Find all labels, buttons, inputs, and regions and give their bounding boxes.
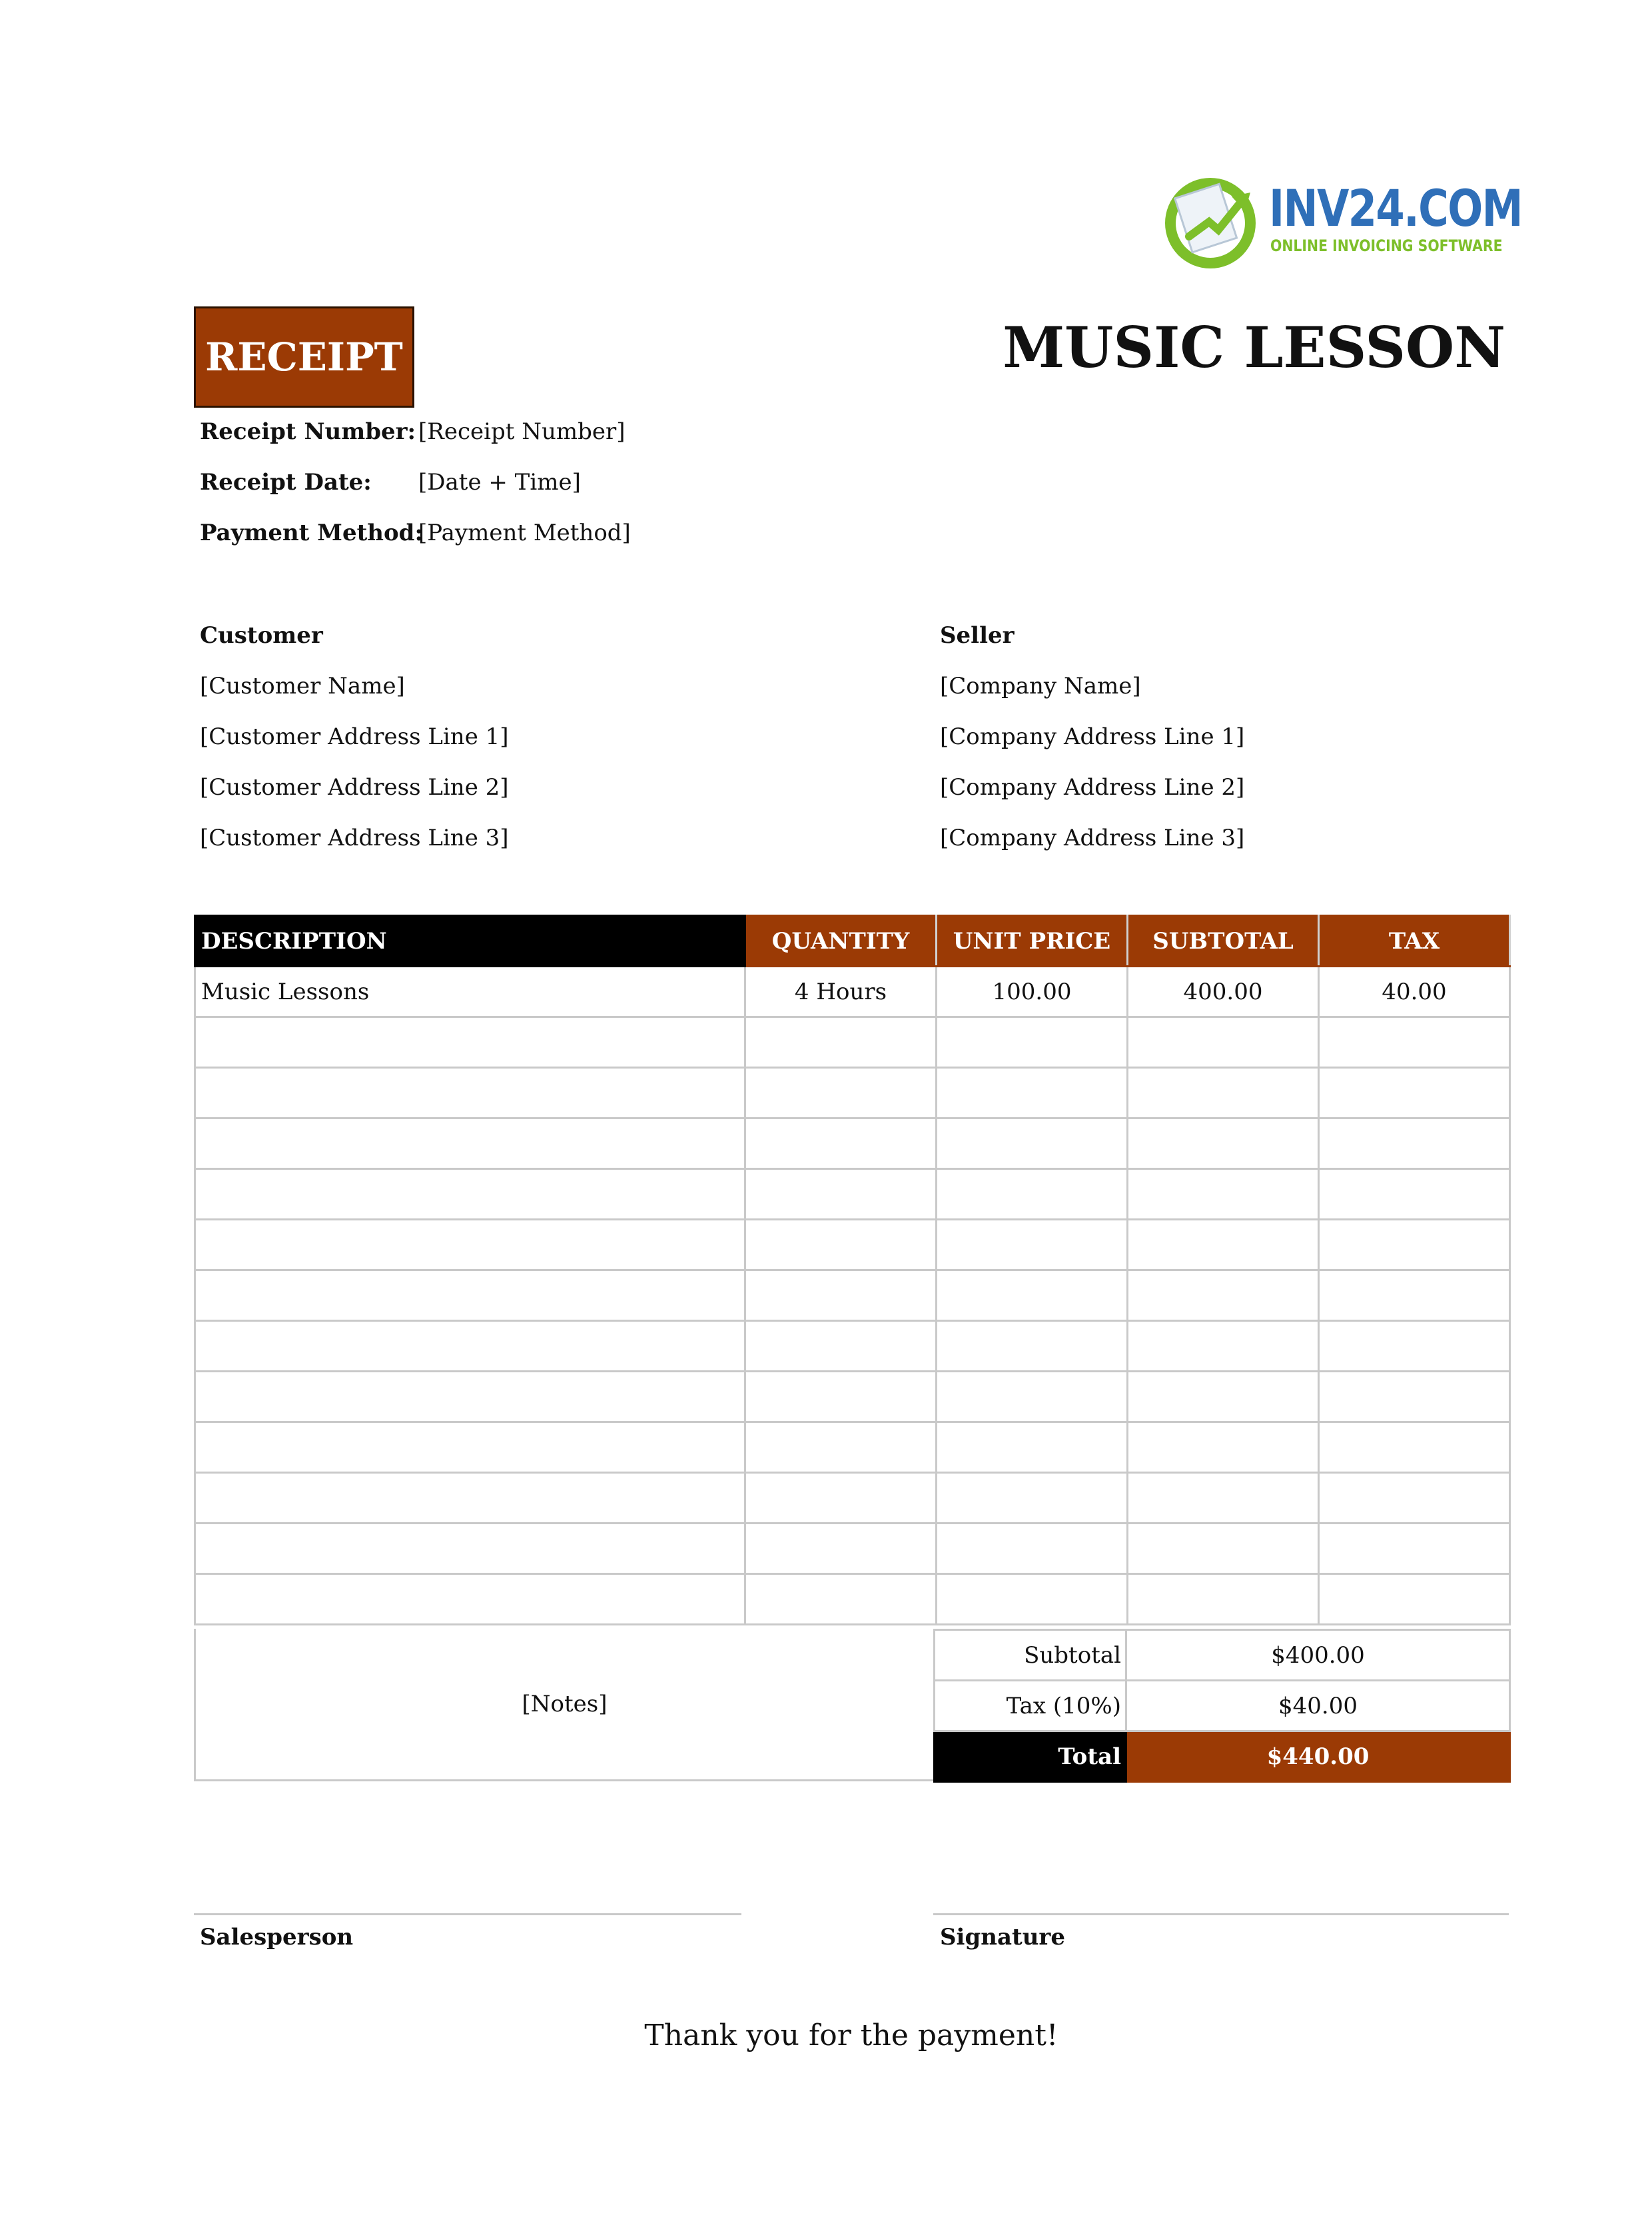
tax-row xyxy=(935,1681,1510,1731)
table-cell-empty xyxy=(195,1372,745,1422)
salesperson-line xyxy=(194,1913,741,1915)
items-table xyxy=(194,915,1511,1625)
table-row-empty xyxy=(195,1372,1510,1422)
table-cell-empty xyxy=(1128,1220,1319,1270)
table-cell-empty xyxy=(745,1473,937,1524)
item-quantity: 4 Hours xyxy=(745,967,937,1017)
table-cell-empty xyxy=(1128,1068,1319,1118)
receipt-number-label: Receipt Number: xyxy=(200,418,416,445)
table-cell-empty xyxy=(1128,1372,1319,1422)
seller-address-1: [Company Address Line 1] xyxy=(940,723,1245,750)
table-cell-empty xyxy=(937,1473,1128,1524)
table-cell-empty xyxy=(937,1372,1128,1422)
table-cell-empty xyxy=(745,1068,937,1118)
table-cell-empty xyxy=(1319,1372,1510,1422)
table-row-empty xyxy=(195,1473,1510,1524)
table-row-empty xyxy=(195,1422,1510,1473)
table-cell-empty xyxy=(1128,1321,1319,1372)
table-row xyxy=(195,967,1510,1017)
header-tax: TAX xyxy=(1319,916,1510,967)
table-row-empty xyxy=(195,1574,1510,1625)
table-cell-empty xyxy=(195,1270,745,1321)
table-cell-empty xyxy=(745,1270,937,1321)
invoice-arrow-icon xyxy=(1162,170,1262,270)
customer-address-2: [Customer Address Line 2] xyxy=(200,774,509,801)
table-cell-empty xyxy=(195,1321,745,1372)
header-subtotal: SUBTOTAL xyxy=(1128,916,1319,967)
total-value: $440.00 xyxy=(1126,1731,1510,1782)
receipt-badge: RECEIPT xyxy=(194,306,414,408)
subtotal-label: Subtotal xyxy=(935,1630,1126,1681)
totals-table xyxy=(933,1629,1511,1783)
thank-you-message: Thank you for the payment! xyxy=(644,2018,1058,2052)
table-cell-empty xyxy=(745,1220,937,1270)
seller-heading: Seller xyxy=(940,622,1015,649)
payment-method-label: Payment Method: xyxy=(200,520,424,546)
table-row-empty xyxy=(195,1068,1510,1118)
receipt-number-value: [Receipt Number] xyxy=(418,418,625,445)
company-logo xyxy=(1162,170,1522,270)
table-cell-empty xyxy=(1128,1169,1319,1220)
receipt-date-label: Receipt Date: xyxy=(200,469,372,496)
customer-name: [Customer Name] xyxy=(200,673,405,699)
table-cell-empty xyxy=(937,1422,1128,1473)
notes-text: [Notes] xyxy=(522,1691,608,1717)
table-cell-empty xyxy=(937,1068,1128,1118)
table-cell-empty xyxy=(937,1270,1128,1321)
table-cell-empty xyxy=(195,1574,745,1625)
table-cell-empty xyxy=(1319,1169,1510,1220)
header-quantity: QUANTITY xyxy=(745,916,937,967)
signature-line xyxy=(933,1913,1509,1915)
customer-address-3: [Customer Address Line 3] xyxy=(200,825,509,851)
table-cell-empty xyxy=(1319,1321,1510,1372)
table-cell-empty xyxy=(1319,1422,1510,1473)
item-subtotal: 400.00 xyxy=(1128,967,1319,1017)
table-cell-empty xyxy=(1319,1270,1510,1321)
seller-address-2: [Company Address Line 2] xyxy=(940,774,1245,801)
table-cell-empty xyxy=(1128,1473,1319,1524)
item-unit-price: 100.00 xyxy=(937,967,1128,1017)
table-cell-empty xyxy=(1319,1118,1510,1169)
table-cell-empty xyxy=(1319,1017,1510,1068)
table-row-empty xyxy=(195,1220,1510,1270)
item-tax: 40.00 xyxy=(1319,967,1510,1017)
notes-box xyxy=(194,1629,935,1781)
payment-method-value: [Payment Method] xyxy=(418,520,631,546)
table-cell-empty xyxy=(195,1169,745,1220)
item-description: Music Lessons xyxy=(195,967,745,1017)
table-row-empty xyxy=(195,1169,1510,1220)
customer-address-1: [Customer Address Line 1] xyxy=(200,723,509,750)
table-cell-empty xyxy=(937,1220,1128,1270)
total-label: Total xyxy=(935,1731,1126,1782)
customer-heading: Customer xyxy=(200,622,323,649)
table-cell-empty xyxy=(1319,1574,1510,1625)
page-title: MUSIC LESSON xyxy=(1003,314,1505,380)
table-cell-empty xyxy=(745,1017,937,1068)
subtotal-row xyxy=(935,1630,1510,1681)
table-cell-empty xyxy=(1319,1220,1510,1270)
tax-label: Tax (10%) xyxy=(935,1681,1126,1731)
table-cell-empty xyxy=(937,1169,1128,1220)
table-cell-empty xyxy=(745,1422,937,1473)
table-row-empty xyxy=(195,1321,1510,1372)
seller-name: [Company Name] xyxy=(940,673,1141,699)
header-description: DESCRIPTION xyxy=(195,916,745,967)
table-cell-empty xyxy=(745,1372,937,1422)
logo-name: INV24.COM xyxy=(1269,179,1522,238)
table-cell-empty xyxy=(195,1220,745,1270)
table-cell-empty xyxy=(195,1422,745,1473)
tax-value: $40.00 xyxy=(1126,1681,1510,1731)
table-cell-empty xyxy=(745,1118,937,1169)
table-cell-empty xyxy=(195,1118,745,1169)
receipt-date-value: [Date + Time] xyxy=(418,469,581,496)
table-row-empty xyxy=(195,1017,1510,1068)
table-cell-empty xyxy=(195,1473,745,1524)
table-row-empty xyxy=(195,1118,1510,1169)
table-row-empty xyxy=(195,1524,1510,1574)
table-cell-empty xyxy=(195,1524,745,1574)
table-cell-empty xyxy=(937,1017,1128,1068)
table-header-row xyxy=(195,916,1510,967)
table-cell-empty xyxy=(1128,1574,1319,1625)
table-cell-empty xyxy=(1128,1270,1319,1321)
signature-label: Signature xyxy=(940,1924,1065,1951)
table-cell-empty xyxy=(1128,1017,1319,1068)
table-cell-empty xyxy=(745,1524,937,1574)
table-cell-empty xyxy=(937,1321,1128,1372)
total-row xyxy=(935,1731,1510,1782)
table-cell-empty xyxy=(1319,1473,1510,1524)
table-cell-empty xyxy=(195,1068,745,1118)
header-unit-price: UNIT PRICE xyxy=(937,916,1128,967)
table-cell-empty xyxy=(937,1118,1128,1169)
table-cell-empty xyxy=(1319,1068,1510,1118)
table-cell-empty xyxy=(1128,1118,1319,1169)
table-cell-empty xyxy=(745,1321,937,1372)
table-cell-empty xyxy=(937,1524,1128,1574)
salesperson-label: Salesperson xyxy=(200,1924,354,1951)
subtotal-value: $400.00 xyxy=(1126,1630,1510,1681)
table-cell-empty xyxy=(1128,1524,1319,1574)
table-row-empty xyxy=(195,1270,1510,1321)
logo-tagline: ONLINE INVOICING SOFTWARE xyxy=(1270,236,1503,255)
table-cell-empty xyxy=(1128,1422,1319,1473)
table-cell-empty xyxy=(1319,1524,1510,1574)
table-cell-empty xyxy=(745,1169,937,1220)
table-cell-empty xyxy=(937,1574,1128,1625)
table-cell-empty xyxy=(195,1017,745,1068)
table-cell-empty xyxy=(745,1574,937,1625)
seller-address-3: [Company Address Line 3] xyxy=(940,825,1245,851)
